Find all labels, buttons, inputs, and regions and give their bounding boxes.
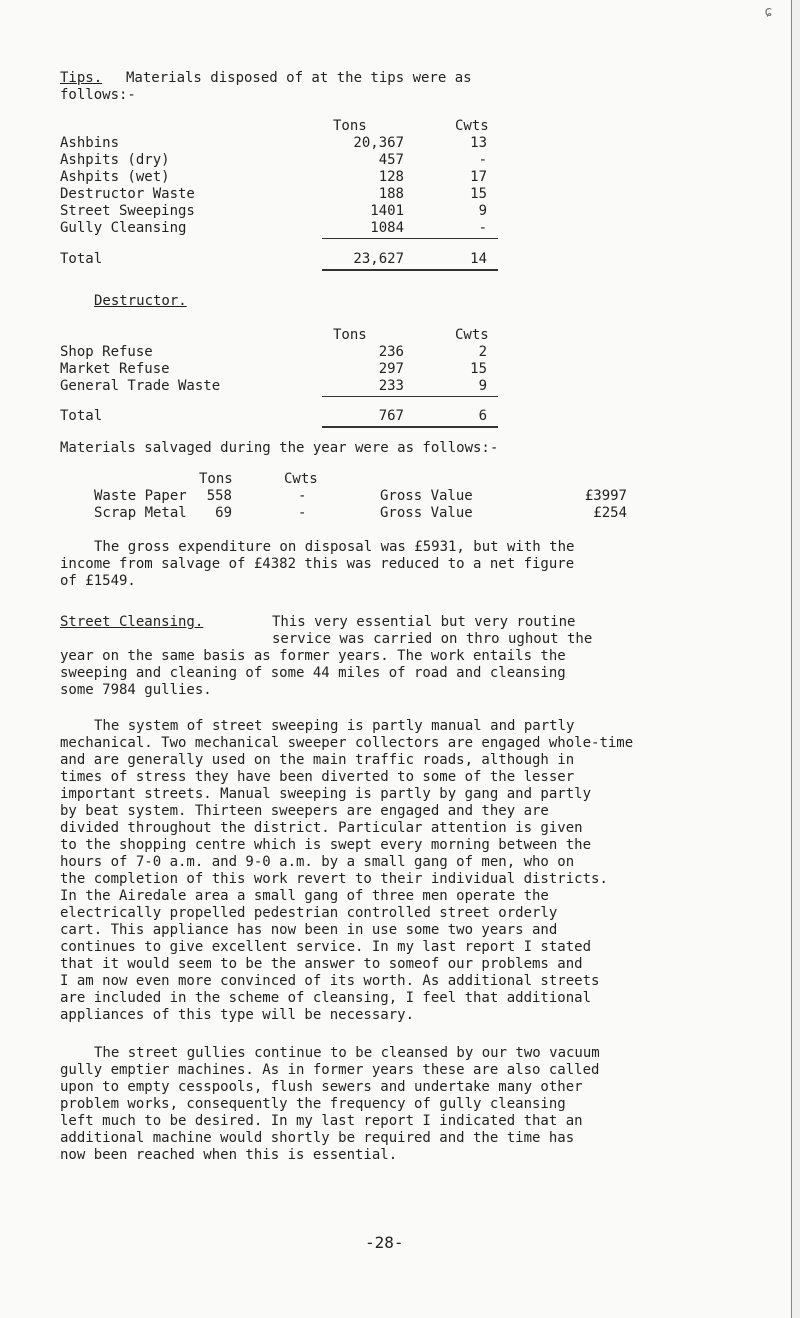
row-tons: 188	[378, 186, 404, 202]
row-value-label: Gross Value	[380, 505, 473, 521]
row-cwts: 17	[470, 169, 487, 185]
row-tons: 558	[206, 488, 232, 504]
row-tons: 1401	[370, 203, 404, 219]
salvage-intro: Materials salvaged during the year were as follows:-	[60, 440, 499, 456]
total-rule	[322, 426, 498, 428]
row-label: Ashpits (dry)	[60, 152, 170, 168]
paragraph-line: divided throughout the district. Particular attention is given	[60, 820, 583, 836]
row-tons: 233	[378, 378, 404, 394]
row-label: Destructor Waste	[60, 186, 195, 202]
paragraph-line: The street gullies continue to be cleansed by our two vacuum	[94, 1045, 600, 1061]
paragraph-line: that it would seem to be the answer to someof our problems and	[60, 956, 583, 972]
paragraph-line: upon to empty cesspools, flush sewers and undertake many other	[60, 1079, 583, 1095]
paragraph-line: In the Airedale area a small gang of three men operate the	[60, 888, 549, 904]
total-rule	[322, 269, 498, 271]
paragraph-line: left much to be desired. In my last report I indicated that an	[60, 1113, 583, 1129]
total-tons: 767	[378, 408, 404, 424]
tips-heading-label: Tips.	[60, 70, 103, 86]
paragraph-line: and are generally used on the main traffic roads, although in	[60, 752, 575, 768]
street-cleansing-line: service was carried on thro ughout the	[272, 631, 593, 647]
total-tons: 23,627	[353, 251, 404, 267]
expenditure-line: The gross expenditure on disposal was £5931, but with the	[94, 539, 575, 555]
paragraph-line: now been reached when this is essential.	[60, 1147, 398, 1163]
total-label: Total	[60, 251, 103, 267]
paragraph-line: continues to give excellent service. In my last report I stated	[60, 939, 592, 955]
paragraph-line: cart. This appliance has now been in use some two years and	[60, 922, 558, 938]
row-label: Street Sweepings	[60, 203, 195, 219]
row-cwts: -	[298, 488, 307, 504]
row-tons: 457	[378, 152, 404, 168]
paragraph-line: electrically propelled pedestrian controlled street orderly	[60, 905, 558, 921]
paragraph-line: by beat system. Thirteen sweepers are engaged and they are	[60, 803, 549, 819]
row-cwts: 15	[470, 186, 487, 202]
expenditure-line: of £1549.	[60, 573, 136, 589]
tips-heading-text-2: follows:-	[60, 87, 136, 103]
destructor-col-tons: Tons	[333, 327, 367, 343]
row-value-label: Gross Value	[380, 488, 473, 504]
salvage-col-cwts: Cwts	[284, 471, 318, 487]
total-cwts: 6	[478, 408, 487, 424]
street-cleansing-line: sweeping and cleaning of some 44 miles of road and cleansing	[60, 665, 566, 681]
paragraph-line: The system of street sweeping is partly manual and partly	[94, 718, 575, 734]
destructor-heading: Destructor.	[94, 293, 187, 309]
row-cwts: -	[298, 505, 307, 521]
total-label: Total	[60, 408, 103, 424]
row-cwts: 9	[478, 203, 487, 219]
row-label: Scrap Metal	[94, 505, 187, 521]
street-cleansing-heading: Street Cleansing.	[60, 614, 204, 630]
row-tons: 1084	[370, 220, 404, 236]
margin-mark: ɕ	[764, 4, 773, 20]
paragraph-line: problem works, consequently the frequency of gully cleansing	[60, 1096, 566, 1112]
street-cleansing-line: This very essential but very routine	[272, 614, 576, 630]
row-value: £254	[593, 505, 627, 521]
street-cleansing-line: some 7984 gullies.	[60, 682, 212, 698]
street-cleansing-line: year on the same basis as former years. The work entails the	[60, 648, 566, 664]
subtotal-rule	[322, 238, 498, 239]
tips-col-tons: Tons	[333, 118, 367, 134]
row-cwts: -	[478, 152, 487, 168]
paragraph-line: appliances of this type will be necessary.	[60, 1007, 415, 1023]
paragraph-line: gully emptier machines. As in former years these are also called	[60, 1062, 600, 1078]
row-tons: 297	[378, 361, 404, 377]
row-label: Ashbins	[60, 135, 120, 151]
subtotal-rule	[322, 396, 498, 397]
row-label: Shop Refuse	[60, 344, 153, 360]
tips-col-cwts: Cwts	[455, 118, 489, 134]
row-value: £3997	[584, 488, 627, 504]
paragraph-line: mechanical. Two mechanical sweeper collectors are engaged whole-time	[60, 735, 634, 751]
row-label: Gully Cleansing	[60, 220, 187, 236]
paragraph-line: the completion of this work revert to their individual districts.	[60, 871, 608, 887]
row-cwts: 2	[478, 344, 487, 360]
paragraph-line: hours of 7-0 a.m. and 9-0 a.m. by a small gang of men, who on	[60, 854, 575, 870]
total-cwts: 14	[470, 251, 487, 267]
row-label: General Trade Waste	[60, 378, 221, 394]
paragraph-line: times of stress they have been diverted to some of the lesser	[60, 769, 575, 785]
paragraph-line: are included in the scheme of cleansing, I feel that additional	[60, 990, 592, 1006]
destructor-col-cwts: Cwts	[455, 327, 489, 343]
row-cwts: 9	[478, 378, 487, 394]
page-edge	[791, 0, 800, 1318]
paragraph-line: important streets. Manual sweeping is partly by gang and partly	[60, 786, 592, 802]
row-cwts: 13	[470, 135, 487, 151]
row-tons: 236	[378, 344, 404, 360]
page-number: -28-	[365, 1233, 404, 1252]
expenditure-line: income from salvage of £4382 this was reduced to a net figure	[60, 556, 575, 572]
row-tons: 69	[215, 505, 232, 521]
row-label: Market Refuse	[60, 361, 170, 377]
row-cwts: 15	[470, 361, 487, 377]
paragraph-line: additional machine would shortly be required and the time has	[60, 1130, 575, 1146]
tips-heading-text: Materials disposed of at the tips were as	[126, 70, 472, 86]
row-tons: 20,367	[353, 135, 404, 151]
row-label: Waste Paper	[94, 488, 187, 504]
row-cwts: -	[478, 220, 487, 236]
row-tons: 128	[378, 169, 404, 185]
row-label: Ashpits (wet)	[60, 169, 170, 185]
paragraph-line: I am now even more convinced of its worth. As additional streets	[60, 973, 600, 989]
salvage-col-tons: Tons	[199, 471, 233, 487]
paragraph-line: to the shopping centre which is swept every morning between the	[60, 837, 592, 853]
